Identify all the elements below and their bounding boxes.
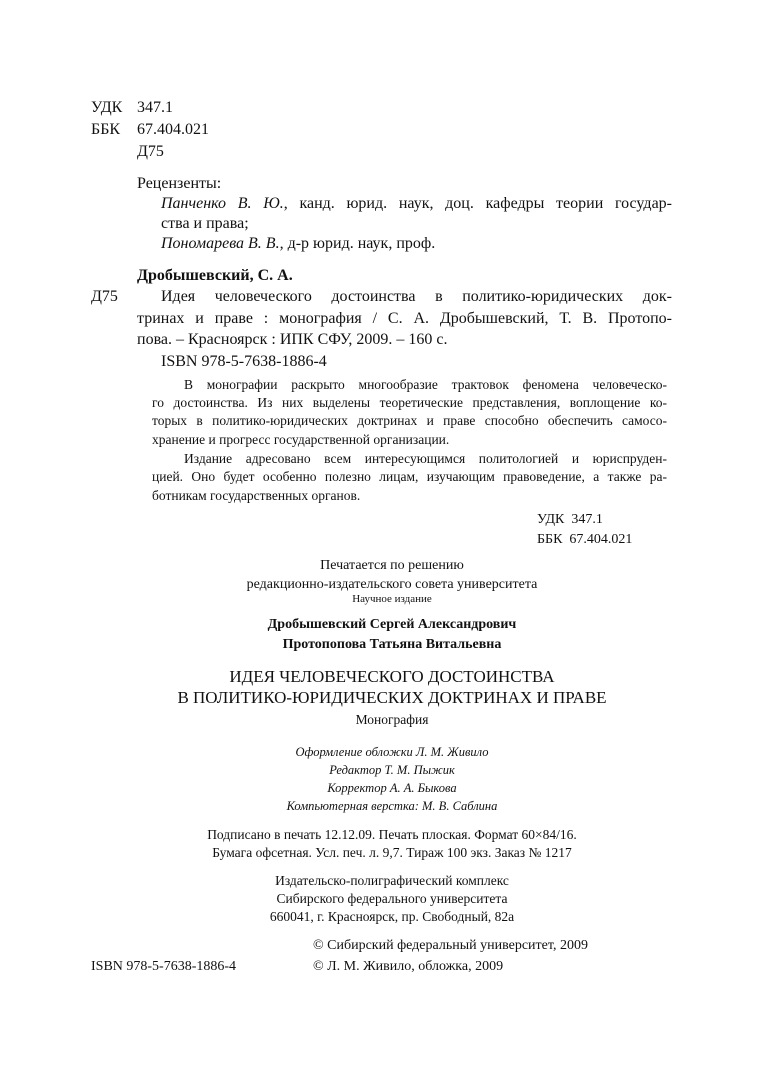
bib-line: Идея человеческого достоинства в политико-юридических док- (161, 288, 672, 305)
publisher-line: 660041, г. Красноярск, пр. Свободный, 82а (269, 909, 515, 924)
author-mark: Д75 (137, 143, 164, 160)
credit-line: Корректор А. А. Быкова (327, 781, 457, 795)
copyright-line: © Л. М. Живило, обложка, 2009 (313, 959, 504, 974)
bib-mark: Д75 (91, 288, 118, 305)
bib-isbn: ISBN 978-5-7638-1886-4 (161, 353, 327, 370)
book-title: ИДЕЯ ЧЕЛОВЕЧЕСКОГО ДОСТОИНСТВА (229, 667, 555, 686)
abstract-bbk: ББК 67.404.021 (537, 532, 633, 547)
author-full-name: Протопопова Татьяна Витальевна (282, 637, 502, 652)
udk-value: 347.1 (137, 99, 173, 116)
reviewer-desc: , канд. юрид. наук, доц. кафедры теории государ- (283, 195, 672, 212)
reviewer-desc: д-р юрид. наук, проф. (283, 235, 436, 252)
print-info-line: Подписано в печать 12.12.09. Печать плоская. Формат 60×84/16. (207, 827, 577, 842)
abstract-line: цией. Оно будет особенно полезно лицам, изучающим правоведение, а также ра- (152, 469, 667, 484)
abstract-line: ботникам государственных органов. (152, 488, 361, 503)
bib-line: тринах и праве : монография / С. А. Дробышевский, Т. В. Протопо- (137, 310, 672, 327)
approval-line: редакционно-издательского совета университета (246, 577, 538, 592)
publisher-line: Издательско-полиграфический комплекс (275, 873, 509, 888)
edition-type: Научное издание (352, 593, 432, 605)
bib-line: пова. – Красноярск : ИПК СФУ, 2009. – 160 с. (137, 331, 448, 348)
abstract-udk: УДК 347.1 (537, 512, 603, 527)
credit-line: Компьютерная верстка: М. В. Саблина (286, 799, 498, 813)
footer-isbn: ISBN 978-5-7638-1886-4 (91, 959, 237, 974)
author-full-name: Дробышевский Сергей Александрович (267, 617, 517, 632)
bbk-label: ББК (91, 121, 121, 138)
reviewer-1 (161, 196, 672, 212)
bib-author: Дробышевский, С. А. (137, 267, 293, 284)
abstract-line: хранение и прогресс государственной организации. (152, 432, 450, 447)
reviewer-name: Пономарева В. В., (161, 235, 284, 252)
bbk-value: 67.404.021 (137, 121, 209, 138)
abstract-line: Издание адресовано всем интересующимся политологией и юриспруден- (184, 451, 667, 466)
abstract-line: го достоинства. Из них выделены теоретические представления, воплощение ко- (152, 395, 667, 410)
udk-label: УДК (91, 99, 123, 116)
publisher-line: Сибирского федерального университета (276, 891, 508, 906)
abstract-line: торых в политико-юридических доктринах и праве способно обеспечить самосо- (152, 413, 667, 428)
reviewer-name: Панченко В. Ю. (161, 195, 284, 212)
copyright-line: © Сибирский федеральный университет, 2009 (313, 938, 588, 953)
credit-line: Редактор Т. М. Пыжик (329, 763, 455, 777)
approval-line: Печатается по решению (320, 558, 464, 573)
reviewers-heading: Рецензенты: (137, 175, 222, 192)
credit-line: Оформление обложки Л. М. Живило (295, 745, 489, 759)
book-title: В ПОЛИТИКО-ЮРИДИЧЕСКИХ ДОКТРИНАХ И ПРАВЕ (177, 688, 607, 707)
book-genre: Монография (355, 712, 429, 727)
reviewer-2 (161, 236, 435, 252)
reviewer-1-cont: ства и права; (161, 215, 249, 232)
abstract-line: В монографии раскрыто многообразие трактовок феномена человеческо- (184, 377, 667, 392)
print-info-line: Бумага офсетная. Усл. печ. л. 9,7. Тираж 100 экз. Заказ № 1217 (212, 845, 572, 860)
